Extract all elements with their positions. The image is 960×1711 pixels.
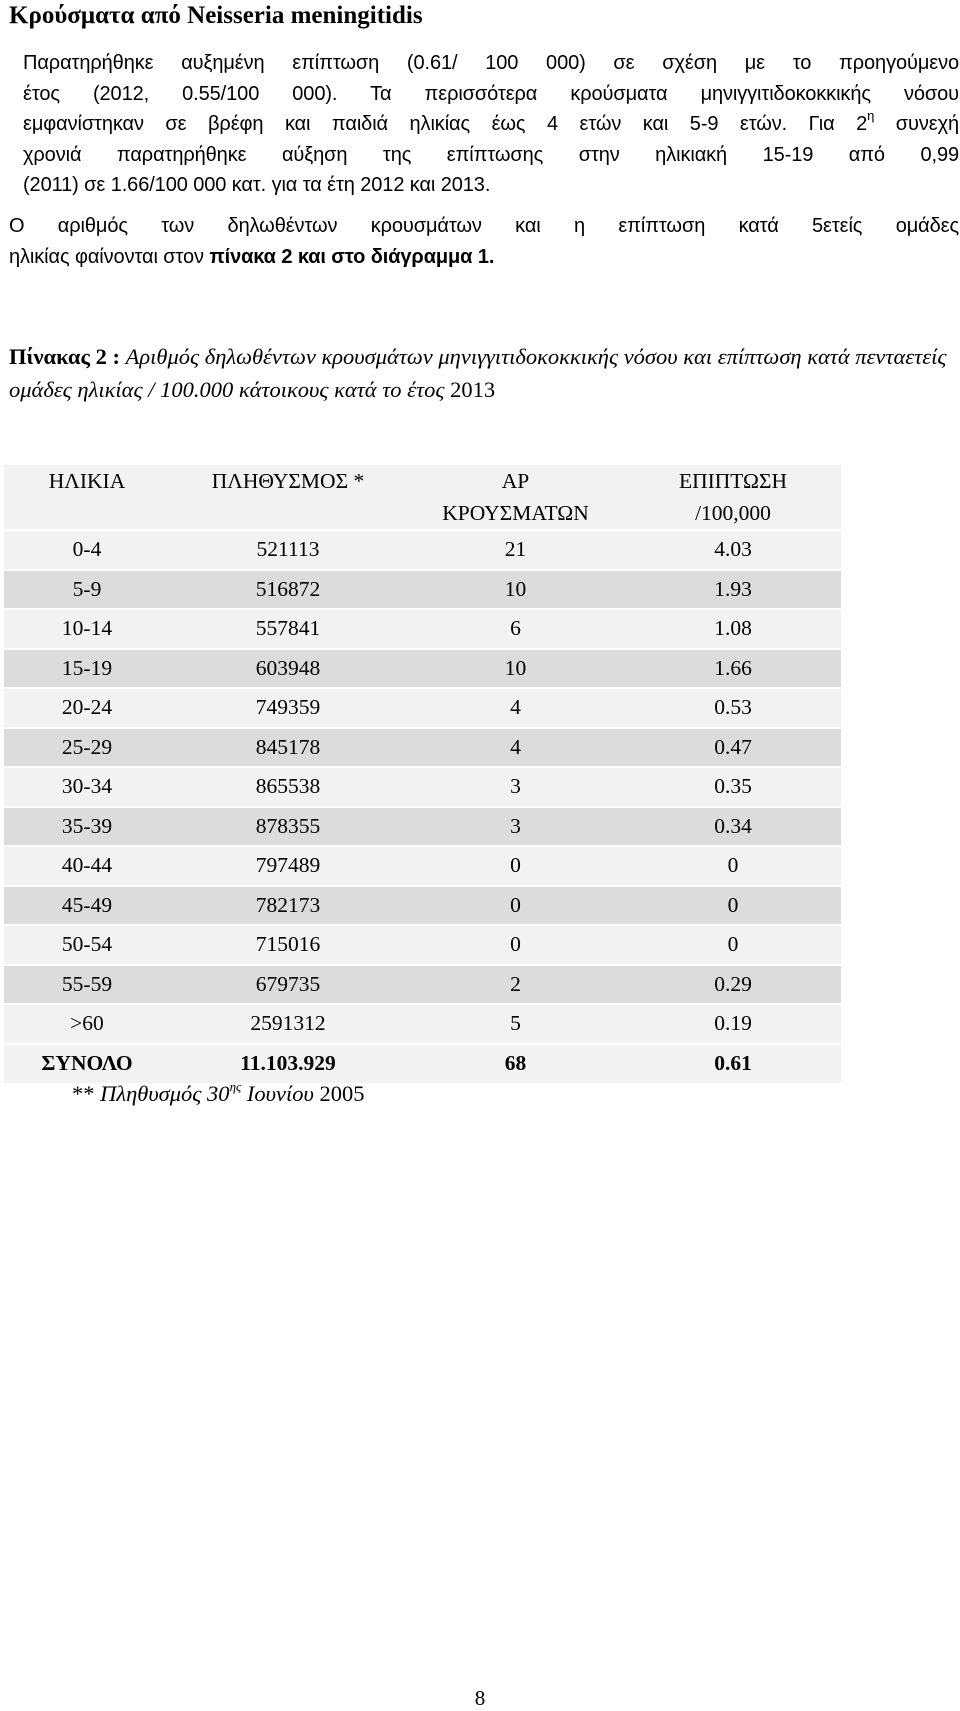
- cell-incidence: 0.19: [625, 1005, 841, 1045]
- table-row: [4, 1005, 841, 1045]
- population-footnote: [72, 1078, 365, 1107]
- cell-incidence: 0: [625, 926, 841, 966]
- paragraph-line-tail: συνεχή: [895, 113, 959, 135]
- cell-age: >60: [4, 1005, 170, 1045]
- total-cell-cases: 68: [406, 1045, 625, 1085]
- table-header-row: [4, 465, 841, 531]
- paragraph-line: [9, 109, 959, 140]
- cell-age: 30-34: [4, 768, 170, 808]
- cell-incidence: 0.34: [625, 808, 841, 848]
- cell-cases: 0: [406, 887, 625, 927]
- cell-cases: 0: [406, 847, 625, 887]
- footnote-text: Πληθυσμός 30: [100, 1081, 230, 1106]
- cell-age: 10-14: [4, 610, 170, 650]
- page-number: 8: [474, 1686, 486, 1710]
- paragraph-line: Ο αριθμός των δηλωθέντων κρουσμάτων και η επίπτωση κατά 5ετείς ομάδες: [9, 215, 959, 237]
- cell-incidence: 1.08: [625, 610, 841, 650]
- footnote-marker: **: [72, 1081, 95, 1106]
- cell-population: 878355: [170, 808, 406, 848]
- table-row: [4, 689, 841, 729]
- cell-cases: 4: [406, 689, 625, 729]
- cell-age: 35-39: [4, 808, 170, 848]
- cell-age: 5-9: [4, 571, 170, 611]
- cell-cases: 10: [406, 571, 625, 611]
- total-cell-incidence: 0.61: [625, 1045, 841, 1085]
- table-total-row: [4, 1045, 841, 1085]
- cell-population: 865538: [170, 768, 406, 808]
- column-header-incidence: ΕΠΙΠΤΩΣΗ /100,000: [625, 465, 841, 531]
- cell-age: 55-59: [4, 966, 170, 1006]
- cell-cases: 2: [406, 966, 625, 1006]
- cell-age: 0-4: [4, 531, 170, 571]
- cell-incidence: 0.29: [625, 966, 841, 1006]
- footnote-year: 2005: [319, 1081, 365, 1106]
- cell-age: 20-24: [4, 689, 170, 729]
- table-row: [4, 966, 841, 1006]
- cell-incidence: 0.53: [625, 689, 841, 729]
- cell-population: 749359: [170, 689, 406, 729]
- footnote-superscript: ης: [229, 1078, 242, 1094]
- cell-population: 782173: [170, 887, 406, 927]
- superscript: η: [867, 108, 875, 124]
- paragraph-line: [9, 242, 959, 273]
- cell-incidence: 0.47: [625, 729, 841, 769]
- column-header-cases: ΑΡ ΚΡΟΥΣΜΑΤΩΝ: [406, 465, 625, 531]
- table-row: [4, 729, 841, 769]
- cell-population: 521113: [170, 531, 406, 571]
- cell-age: 15-19: [4, 650, 170, 690]
- cell-incidence: 1.66: [625, 650, 841, 690]
- cell-population: 797489: [170, 847, 406, 887]
- paragraph-incidence-summary: [9, 48, 959, 201]
- cell-population: 516872: [170, 571, 406, 611]
- section-heading: Κρούσματα από Neisseria meningitidis: [9, 2, 423, 29]
- caption-label: Πίνακας 2 :: [9, 344, 120, 369]
- cell-population: 715016: [170, 926, 406, 966]
- cell-incidence: 4.03: [625, 531, 841, 571]
- cell-cases: 5: [406, 1005, 625, 1045]
- table-row: [4, 768, 841, 808]
- table-row: [4, 650, 841, 690]
- table-row: [4, 808, 841, 848]
- paragraph-line: Παρατηρήθηκε αυξημένη επίπτωση (0.61/ 100 000) σε σχέση με το προηγούμενο: [23, 52, 959, 74]
- paragraph-line-text: εμφανίστηκαν σε βρέφη και παιδιά ηλικίας έως 4 ετών και 5-9 ετών. Για 2: [23, 113, 868, 135]
- table-row: [4, 926, 841, 966]
- cell-age: 25-29: [4, 729, 170, 769]
- cell-cases: 3: [406, 768, 625, 808]
- table-row: [4, 531, 841, 571]
- cell-population: 845178: [170, 729, 406, 769]
- cell-age: 50-54: [4, 926, 170, 966]
- cell-population: 603948: [170, 650, 406, 690]
- column-header-age: ΗΛΙΚΙΑ: [4, 465, 170, 531]
- paragraph-line: χρονιά παρατηρήθηκε αύξηση της επίπτωσης στην ηλικιακή 15-19 από 0,99: [23, 143, 959, 166]
- cell-population: 679735: [170, 966, 406, 1006]
- cell-cases: 21: [406, 531, 625, 571]
- table-caption: [9, 340, 959, 406]
- cell-cases: 6: [406, 610, 625, 650]
- table-row: [4, 887, 841, 927]
- column-header-population: ΠΛΗΘΥΣΜΟΣ *: [170, 465, 406, 531]
- table-row: [4, 610, 841, 650]
- caption-year: 2013: [450, 377, 496, 402]
- cell-cases: 4: [406, 729, 625, 769]
- paragraph-line: (2011) σε 1.66/100 000 κατ. για τα έτη 2012 και 2013.: [23, 174, 491, 196]
- total-cell-age: ΣΥΝΟΛΟ: [4, 1045, 170, 1085]
- table-row: [4, 571, 841, 611]
- cell-age: 45-49: [4, 887, 170, 927]
- cell-incidence: 0.35: [625, 768, 841, 808]
- cell-incidence: 1.93: [625, 571, 841, 611]
- paragraph-line: έτος (2012, 0.55/100 000). Τα περισσότερα κρούσματα μηνιγγιτιδοκοκκικής νόσου: [23, 82, 959, 105]
- total-cell-population: 11.103.929: [170, 1045, 406, 1085]
- cell-population: 2591312: [170, 1005, 406, 1045]
- cell-cases: 0: [406, 926, 625, 966]
- cell-age: 40-44: [4, 847, 170, 887]
- paragraph-line-text: ηλικίας φαίνονται στον: [9, 245, 204, 268]
- caption-title: Αριθμός δηλωθέντων κρουσμάτων μηνιγγιτιδοκοκκικής νόσου και επίπτωση κατά πενταετείς ομάδες ηλικίας / 100.000 κάτοικους κατά το έτος: [9, 344, 947, 402]
- footnote-month: Ιουνίου: [246, 1081, 314, 1106]
- cell-incidence: 0: [625, 887, 841, 927]
- cell-population: 557841: [170, 610, 406, 650]
- cases-table: [4, 465, 841, 1085]
- cell-cases: 3: [406, 808, 625, 848]
- table-reference-bold: πίνακα 2 και στο διάγραμμα 1.: [209, 245, 495, 268]
- cell-cases: 10: [406, 650, 625, 690]
- paragraph-table-reference: [9, 211, 959, 272]
- table-row: [4, 847, 841, 887]
- cell-incidence: 0: [625, 847, 841, 887]
